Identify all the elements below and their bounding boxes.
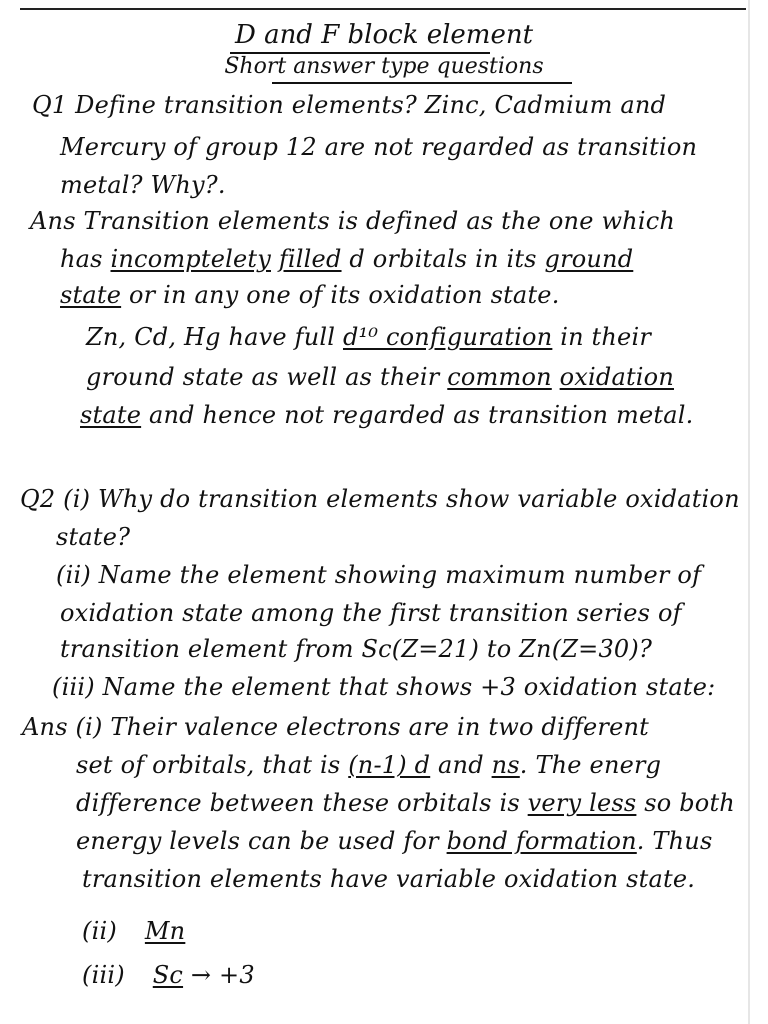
a2-answer-ii-marker: (ii) — [82, 917, 117, 945]
a1-line-2 — [60, 244, 633, 274]
q2-line-2: state? — [56, 523, 131, 551]
a1-line-2-mid — [271, 245, 279, 273]
page-title: D and F block element — [234, 20, 534, 50]
a1-line-6-post: and hence not regarded as transition metal. — [141, 401, 694, 429]
a2-line-2-mid: and — [430, 751, 492, 779]
a1-line-2-post: d orbitals in its — [341, 245, 545, 273]
a1-line-3 — [60, 280, 560, 310]
a2-line-2 — [76, 750, 661, 780]
page-edge — [748, 0, 750, 1024]
a2-line-3-pre: difference between these orbitals is — [76, 789, 528, 817]
q2-line-6: (iii) Name the element that shows +3 oxidation state: — [52, 673, 716, 701]
page-subtitle: Short answer type questions — [224, 54, 544, 79]
a2-line-4-pre: energy levels can be used for — [76, 827, 447, 855]
q1-line-2: Mercury of group 12 are not regarded as transition — [60, 133, 698, 161]
a1-underlined-common: common — [447, 363, 552, 391]
a2-line-2-pre: set of orbitals, that is — [76, 751, 349, 779]
a1-line-1: Ans Transition elements is defined as the one which — [30, 207, 676, 235]
a1-line-6 — [80, 400, 693, 430]
a1-underlined-state-2: state — [80, 401, 142, 429]
a1-underlined-ground: ground — [544, 245, 634, 273]
q2-line-3: (ii) Name the element showing maximum number of — [56, 561, 702, 589]
a2-underlined-bond-formation: bond formation — [446, 827, 637, 855]
a2-underlined-very-less: very less — [527, 789, 637, 817]
a2-line-2-post: . The energ — [519, 751, 662, 779]
a2-answer-iii-value: Sc — [152, 961, 184, 989]
a2-line-4-post: . Thus — [636, 827, 713, 855]
q1-line-3: metal? Why?. — [60, 171, 226, 199]
q2-line-5: transition element from Sc(Z=21) to Zn(Z=30)? — [60, 635, 653, 663]
a2-underlined-n-1-d: (n-1) d — [348, 751, 431, 779]
a2-underlined-ns: ns — [491, 751, 520, 779]
a2-line-3 — [76, 788, 735, 818]
a1-underlined-filled: filled — [278, 245, 342, 273]
a2-line-5: transition elements have variable oxidation state. — [82, 865, 696, 893]
a1-line-4-pre: Zn, Cd, Hg have full — [86, 323, 343, 351]
a2-line-3-post: so both — [636, 789, 735, 817]
a1-underlined-configuration: d¹⁰ configuration — [342, 323, 553, 351]
a1-line-4 — [86, 322, 651, 352]
a1-underlined-oxidation: oxidation — [559, 363, 674, 391]
subtitle-underline — [272, 82, 572, 84]
a1-underlined-incompletely: incomptelety — [110, 245, 271, 273]
a1-line-5-mid — [552, 363, 560, 391]
top-margin-line — [20, 8, 746, 10]
a2-answer-iii — [82, 960, 255, 990]
q2-line-4: oxidation state among the first transition series of — [60, 599, 682, 627]
q1-line-1: Q1 Define transition elements? Zinc, Cadmium and — [32, 91, 667, 119]
q2-line-1: Q2 (i) Why do transition elements show variable oxidation — [20, 485, 740, 513]
a2-line-1: Ans (i) Their valence electrons are in two different — [22, 713, 650, 741]
a1-line-3-post: or in any one of its oxidation state. — [121, 281, 560, 309]
a2-answer-ii — [82, 916, 185, 946]
a1-line-5 — [86, 362, 674, 392]
a2-answer-iii-arrow: → +3 — [190, 961, 255, 989]
a2-line-4 — [76, 826, 712, 856]
a1-line-2-pre: has — [60, 245, 111, 273]
a2-answer-iii-marker: (iii) — [82, 961, 125, 989]
a1-line-4-post: in their — [552, 323, 652, 351]
a2-answer-ii-value: Mn — [144, 917, 186, 945]
a1-line-5-pre: ground state as well as their — [86, 363, 448, 391]
a1-underlined-state: state — [60, 281, 122, 309]
